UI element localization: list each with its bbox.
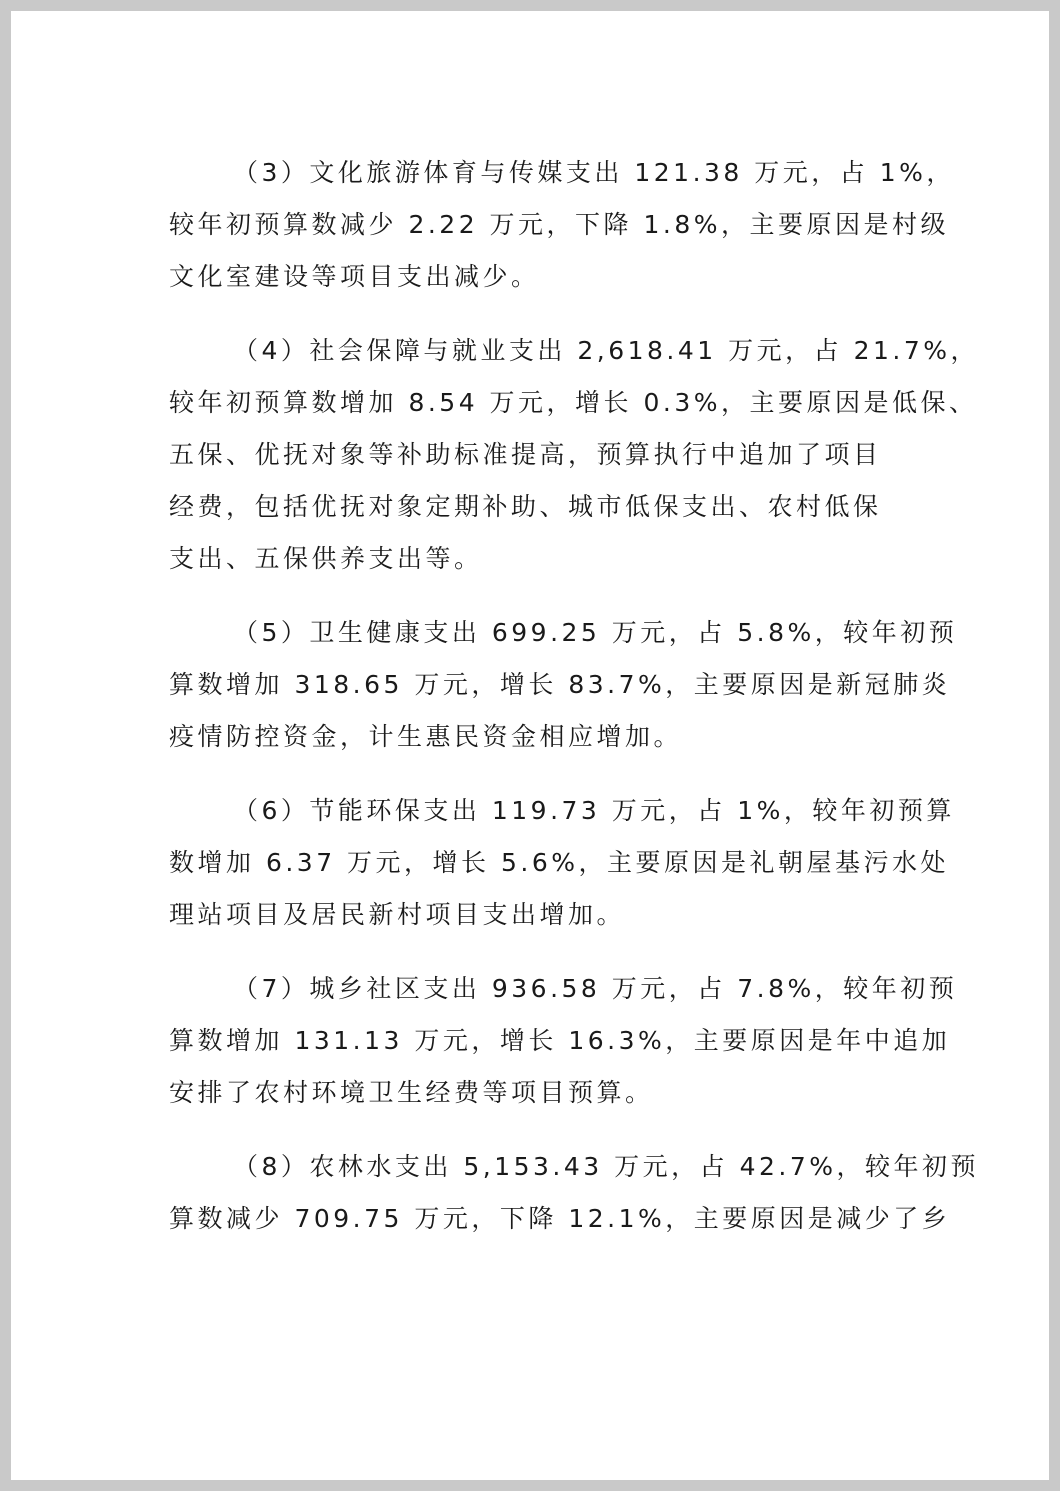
paragraph-line: （5）卫生健康支出 699.25 万元，占 5.8%，较年初预 [233,618,958,647]
paragraph-line: 算数增加 131.13 万元，增长 16.3%，主要原因是年中追加 [169,1026,951,1055]
paragraph-line: 安排了农村环境卫生经费等项目预算。 [169,1078,654,1107]
paragraph-line: 理站项目及居民新村项目支出增加。 [169,900,626,929]
paragraph-line: （7）城乡社区支出 936.58 万元，占 7.8%，较年初预 [233,974,958,1003]
paragraph-line: 算数增加 318.65 万元，增长 83.7%，主要原因是新冠肺炎 [169,670,951,699]
paragraph-line: （4）社会保障与就业支出 2,618.41 万元，占 21.7%， [233,336,979,365]
document-page [11,11,1049,1480]
paragraph-energy-environment [169,785,955,941]
paragraph-line: 五保、优抚对象等补助标准提高，预算执行中追加了项目 [169,440,882,469]
document-body [169,147,979,1267]
paragraph-line: 文化室建设等项目支出减少。 [169,262,540,291]
paragraph-line: （3）文化旅游体育与传媒支出 121.38 万元，占 1%， [233,158,955,187]
paragraph-line: 疫情防控资金，计生惠民资金相应增加。 [169,722,683,751]
paragraph-line: 较年初预算数减少 2.22 万元，下降 1.8%，主要原因是村级 [169,210,950,239]
paragraph-line: 算数减少 709.75 万元，下降 12.1%，主要原因是减少了乡 [169,1204,951,1233]
paragraph-line: 支出、五保供养支出等。 [169,544,483,573]
paragraph-line: （6）节能环保支出 119.73 万元，占 1%，较年初预算 [233,796,955,825]
paragraph-culture-tourism-sports-media [169,147,955,303]
paragraph-line: 经费，包括优抚对象定期补助、城市低保支出、农村低保 [169,492,882,521]
paragraph-urban-rural-community [169,963,958,1119]
paragraph-agriculture-forestry-water [169,1141,979,1245]
paragraph-line: （8）农林水支出 5,153.43 万元，占 42.7%，较年初预 [233,1152,979,1181]
paragraph-line: 数增加 6.37 万元，增长 5.6%，主要原因是礼朝屋基污水处 [169,848,950,877]
paragraph-line: 较年初预算数增加 8.54 万元，增长 0.3%，主要原因是低保、 [169,388,978,417]
paragraph-health [169,607,958,763]
paragraph-social-security-employment [169,325,979,585]
